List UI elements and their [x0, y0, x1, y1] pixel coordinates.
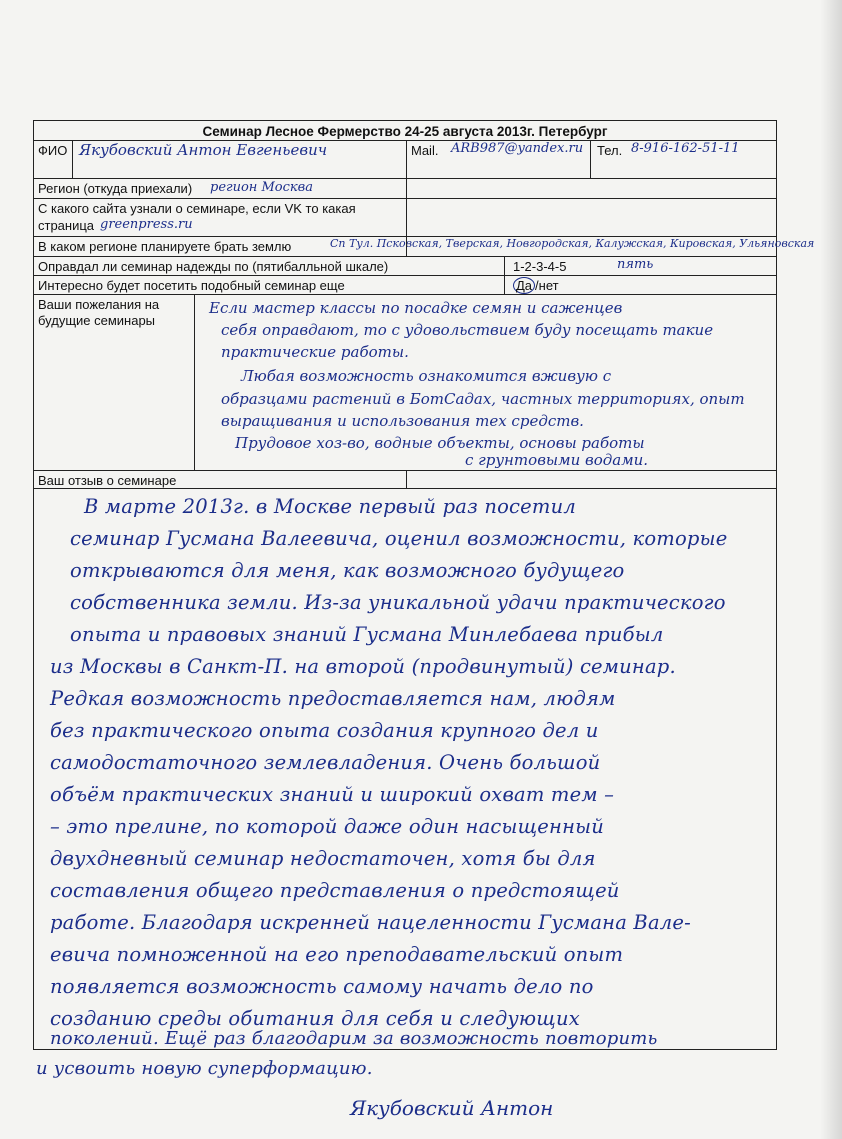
- region-label: Регион (откуда приехали): [38, 181, 193, 196]
- review-line: опыта и правовых знаний Гусмана Минлебаева прибыл: [70, 623, 664, 646]
- seminar-feedback-form: [33, 120, 815, 1050]
- review-line: семинар Гусмана Валеевича, оценил возможности, которые: [70, 527, 728, 550]
- wishes-label-line2: будущие семинары: [38, 313, 156, 328]
- review-line: работе. Благодаря искренней нацеленности Гусмана Вале-: [50, 911, 691, 934]
- wishes-line: себя оправдают, то с удовольствием буду посещать такие: [221, 321, 714, 339]
- region-value: регион Москва: [210, 180, 313, 195]
- source-label-line2: страница: [38, 218, 95, 233]
- review-line: открываются для меня, как возможного будущего: [70, 559, 625, 582]
- fio-row: [34, 141, 776, 179]
- review-label-row: [34, 471, 776, 489]
- title-row: [34, 121, 776, 141]
- review-line: без практического опыта создания крупного дел и: [50, 719, 599, 742]
- next-yes-option: Да: [513, 277, 535, 294]
- review-line: составления общего представления о предстоящей: [50, 879, 620, 902]
- source-value: greenpress.ru: [100, 217, 193, 232]
- tel-label: Тел.: [597, 143, 623, 158]
- review-body: [34, 489, 776, 1049]
- wishes-line: Если мастер классы по посадке семян и саженцев: [209, 299, 623, 317]
- fio-label: ФИО: [38, 143, 68, 158]
- review-line: Редкая возможность предоставляется нам, людям: [50, 687, 616, 710]
- review-line: двухдневный семинар недостаточен, хотя бы для: [50, 847, 596, 870]
- rating-extra: пять: [617, 257, 654, 272]
- review-line: и усвоить новую суперформацию.: [36, 1058, 373, 1079]
- review-line: созданию среды обитания для себя и следующих: [50, 1007, 580, 1030]
- fio-value: Якубовский Антон Евгеньевич: [79, 141, 328, 159]
- review-line: евича помноженной на его преподавательский опыт: [50, 943, 624, 966]
- tel-value: 8-916-162-51-11: [631, 141, 740, 156]
- review-line: самодостаточного землевладения. Очень большой: [50, 751, 601, 774]
- rating-label: Оправдал ли семинар надежды по (пятибалльной шкале): [38, 259, 389, 274]
- review-line: поколений. Ещё раз благодарим за возможность повторить: [50, 1028, 658, 1049]
- region-row: [34, 179, 776, 199]
- wishes-line: выращивания и использования тех средств.: [221, 412, 584, 430]
- source-row: [34, 199, 776, 237]
- wishes-line: Любая возможность ознакомится вживую с: [241, 367, 612, 385]
- review-label: Ваш отзыв о семинаре: [38, 473, 177, 488]
- wishes-label-line1: Ваши пожелания на: [38, 297, 160, 312]
- review-line: из Москвы в Санкт-П. на второй (продвинутый) семинар.: [50, 655, 676, 678]
- review-line: В марте 2013г. в Москве первый раз посетил: [84, 495, 576, 518]
- source-label-line1: С какого сайта узнали о семинаре, если VK то какая: [38, 201, 356, 216]
- wishes-line: с грунтовыми водами.: [465, 451, 649, 469]
- land-row: [34, 237, 815, 257]
- review-line: – это прелине, по которой даже один насыщенный: [50, 815, 604, 838]
- next-no-option: нет: [538, 278, 559, 293]
- land-value: Сп Тул. Псковская, Тверская, Новгородская, Калужская, Кировская, Ульяновская: [330, 237, 815, 250]
- land-label: В каком регионе планируете брать землю: [38, 239, 292, 254]
- next-seminar-options: Да /нет: [509, 276, 563, 296]
- wishes-line: Прудовое хоз-во, водные объекты, основы работы: [235, 434, 645, 452]
- form-title: Семинар Лесное Фермерство 24-25 августа 2013г. Петербург: [202, 124, 608, 139]
- review-line: собственника земли. Из-за уникальной удачи практического: [70, 591, 726, 614]
- wishes-row: [34, 295, 776, 471]
- rating-scale: 1-2-3-4-5: [513, 259, 567, 274]
- mail-value: ARB987@yandex.ru: [451, 141, 584, 156]
- review-line: объём практических знаний и широкий охват тем –: [50, 783, 615, 806]
- page-edge-shadow: [820, 0, 842, 1139]
- signature: Якубовский Антон: [350, 1096, 554, 1120]
- mail-label: Mail.: [411, 143, 439, 158]
- next-seminar-row: [34, 276, 776, 295]
- next-seminar-label: Интересно будет посетить подобный семинар еще: [38, 278, 345, 293]
- review-line: появляется возможность самому начать дело по: [50, 975, 594, 998]
- wishes-line: образцами растений в БотСадах, частных территориях, опыт: [221, 390, 745, 408]
- rating-row: [34, 257, 776, 276]
- wishes-line: практические работы.: [221, 343, 409, 361]
